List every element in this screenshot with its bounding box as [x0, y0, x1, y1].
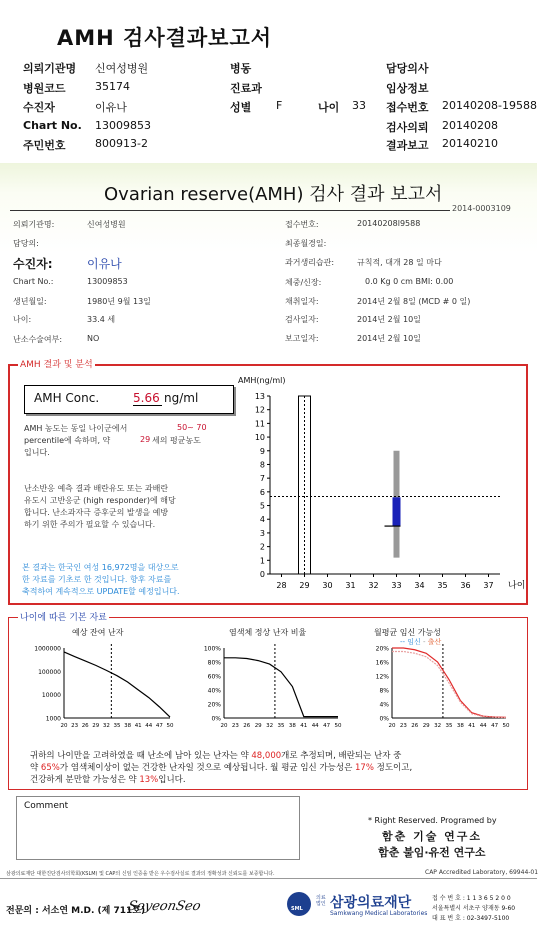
y-tick-label: 8: [259, 460, 265, 470]
summary-eggs: 48,000: [251, 751, 282, 761]
y-tick-label: 10: [254, 433, 265, 443]
mini-x-tick-label: 41: [134, 723, 142, 729]
legend-pregnancy: 임신: [407, 638, 421, 646]
summary-t7: 입니다.: [158, 775, 186, 785]
label-doctor: 담당의사: [386, 62, 429, 75]
summary-t5: 정도이고,: [376, 763, 413, 773]
mini-x-tick-label: 44: [311, 723, 319, 729]
mini-x-tick-label: 44: [479, 723, 487, 729]
mini-series-line: [64, 652, 170, 717]
label-patient-2: 수진자:: [13, 257, 53, 271]
mini-chart-normal-ratio: [188, 640, 348, 740]
y-tick-label: 5: [259, 501, 265, 511]
mini-x-tick-label: 50: [166, 723, 174, 729]
label-receipt-no-2: 접수번호:: [285, 220, 319, 229]
mini-x-tick-label: 26: [81, 723, 89, 729]
mini-chart-eggs: [20, 640, 180, 740]
mini-x-tick-label: 20: [388, 723, 396, 729]
y-tick-label: 2: [259, 542, 265, 552]
mini-y-tick-label: 20%: [375, 645, 389, 653]
amh-p1-age: 29: [140, 435, 151, 444]
signature: SoyeonSeo: [126, 899, 203, 914]
org-name-2: 함춘 불임·유전 연구소: [378, 846, 486, 859]
mini-x-tick-label: 50: [334, 723, 342, 729]
x-tick-label: 35: [437, 581, 448, 590]
value-patient: 이유나: [95, 101, 127, 114]
x-tick-label: 37: [483, 581, 494, 590]
value-chart-no: 13009853: [95, 119, 151, 132]
age-section-title: 나이에 따른 기본 자료: [18, 610, 109, 623]
mini-y-tick-label: 60%: [207, 673, 221, 681]
y-tick-label: 11: [254, 419, 265, 429]
mini-x-tick-label: 32: [266, 723, 274, 729]
label-age: 나이: [318, 101, 340, 114]
mini-y-tick-label: 100%: [203, 645, 221, 653]
mini-x-tick-label: 32: [102, 723, 110, 729]
value-weight-height: 0.0 Kg 0 cm BMI: 0.00: [365, 277, 454, 286]
label-collect-date: 채취일자:: [285, 297, 319, 306]
mini-x-tick-label: 41: [468, 723, 476, 729]
label-receipt-no: 접수번호: [386, 101, 429, 114]
cap-text: CAP Accredited Laboratory, 69944-01: [425, 869, 538, 876]
mini-y-tick-label: 80%: [207, 659, 221, 667]
mini-x-tick-label: 23: [231, 723, 239, 729]
summary-t1: 귀하의 나이만을 고려하였을 때 난소에 남아 있는 난자는 약: [30, 751, 249, 761]
mini-x-tick-label: 23: [71, 723, 79, 729]
label-institution: 의뢰기관명: [23, 62, 77, 75]
y-tick-label: 0: [259, 570, 265, 579]
value-test-date: 2014년 2월 10일: [357, 315, 421, 324]
x-tick-label: 34: [414, 581, 425, 590]
value-report-date: 20140210: [442, 137, 498, 150]
title-rule: [10, 210, 450, 211]
x-tick-label: 31: [345, 581, 356, 590]
summary-line2: [30, 762, 412, 774]
amh-p2-line4: 하기 위한 주의가 필요할 수 있습니다.: [24, 520, 156, 529]
org-name-1: 함춘 기술 연구소: [382, 830, 483, 843]
amh-conc-label: AMH Conc.: [34, 391, 100, 405]
x-tick-label: 29: [299, 581, 310, 590]
label-request-date: 검사의뢰: [386, 121, 429, 134]
label-last-period: 최종월경일:: [285, 239, 327, 248]
y-tick-label: 6: [259, 487, 265, 497]
mini-x-tick-label: 38: [124, 723, 132, 729]
label-patient: 수진자: [23, 101, 55, 114]
amh-age-chart: [232, 384, 526, 604]
mini-y-tick-label: 10000: [41, 692, 61, 700]
mini-y-tick-label: 40%: [207, 687, 221, 695]
legend-line-icon: --: [400, 638, 408, 646]
mini-x-tick-label: 23: [399, 723, 407, 729]
summary-t2: 개로 추정되며, 배란되는 난자 중: [281, 751, 402, 761]
mini-chart-2-title: 염색체 정상 난자 비율: [229, 628, 307, 637]
mini-x-tick-label: 26: [411, 723, 419, 729]
label-clinical-info: 임상정보: [386, 82, 429, 95]
label-ovary-surgery: 난소수술여부:: [13, 335, 63, 344]
label-resident-no: 주민번호: [23, 139, 66, 152]
mini-y-tick-label: 100000: [38, 668, 61, 676]
mini-x-tick-label: 47: [155, 723, 163, 729]
label-department: 진료과: [230, 82, 262, 95]
label-test-date: 검사일자:: [285, 315, 319, 324]
mini-chart-1-title: 예상 잔여 난자: [72, 628, 124, 637]
comment-label: Comment: [24, 801, 69, 811]
value-report-date-2: 2014년 2월 10일: [357, 334, 421, 343]
amh-p2-line1: 난소반응 예측 결과 배란유도 또는 과배란: [24, 484, 169, 493]
mini-y-tick-label: 12%: [375, 673, 389, 681]
mini-x-tick-label: 50: [502, 723, 510, 729]
label-hospital-code: 병원코드: [23, 82, 66, 95]
mini-x-tick-label: 38: [456, 723, 464, 729]
mini-x-tick-label: 35: [113, 723, 121, 729]
contact-line-1: 접 수 번 호 : 1 1 3 6 5 2 0 0: [432, 895, 511, 902]
x-tick-label: 33: [391, 581, 402, 590]
value-institution-2: 신여성병원: [87, 220, 126, 229]
x-tick-label: 30: [322, 581, 333, 590]
mini-y-tick-label: 4%: [379, 701, 389, 709]
mini-x-tick-label: 38: [288, 723, 296, 729]
summary-preg: 17%: [355, 763, 374, 773]
foundation-logo-text: SML: [291, 906, 303, 912]
y-tick-label: 7: [259, 474, 265, 484]
amh-p1c: 세의 평균농도: [152, 436, 201, 445]
mini-x-tick-label: 26: [243, 723, 251, 729]
report-title: Ovarian reserve(AMH) 검사 결과 보고서: [104, 184, 443, 205]
label-attending: 담당의:: [13, 239, 39, 248]
summary-line3: [30, 774, 412, 786]
value-age: 33: [352, 99, 366, 112]
mini-y-tick-label: 1000: [45, 715, 61, 723]
mini-x-tick-label: 47: [491, 723, 499, 729]
foundation-en: Samkwang Medical Laboratories: [330, 910, 428, 917]
mini-y-tick-label: 8%: [379, 687, 389, 695]
value-collect-date: 2014년 2월 8일 (MCD # 0 일): [357, 297, 471, 306]
value-age-2: 33.4 세: [87, 315, 116, 324]
value-birthdate: 1980년 9월 13일: [87, 297, 151, 306]
amh-chart-ylabel: AMH(ng/ml): [238, 376, 286, 385]
summary-pct: 65%: [40, 763, 60, 773]
mini-x-tick-label: 20: [220, 723, 228, 729]
mini-y-tick-label: 0%: [211, 715, 221, 723]
x-tick-label: 28: [276, 581, 287, 590]
summary-t4: 가 염색체이상이 없는 건강한 난자일 것으로 예상됩니다. 월 평균 임신 가능성은: [59, 763, 353, 773]
y-tick-label: 3: [259, 528, 265, 538]
label-weight-height: 체중/신장:: [285, 278, 322, 287]
summary-t3: 약: [30, 763, 39, 773]
amh-p3-line3: 축적하여 계속적으로 UPDATE할 예정입니다.: [22, 587, 180, 596]
x-axis-label: 나이: [508, 581, 526, 591]
mini-x-tick-label: 29: [422, 723, 430, 729]
y-tick-label: 13: [254, 392, 265, 401]
x-tick-label: 32: [368, 581, 379, 590]
label-institution-2: 의뢰기관명:: [13, 220, 55, 229]
label-sex: 성별: [230, 101, 252, 114]
label-cycle-habit: 과거생리습관:: [285, 258, 335, 267]
mini-chart-pregnancy: [356, 640, 516, 740]
y-tick-label: 12: [254, 405, 265, 415]
mini-y-tick-label: 1000000: [34, 645, 61, 653]
value-hospital-code: 35174: [95, 80, 130, 93]
amh-p1-range: 50~ 70: [177, 423, 207, 432]
mini-x-tick-label: 35: [445, 723, 453, 729]
y-tick-label: 9: [259, 446, 265, 456]
mini-x-tick-label: 32: [434, 723, 442, 729]
value-cycle-habit: 규칙적, 대개 28 일 마다: [357, 258, 442, 267]
summary-line1: [30, 750, 412, 762]
foundation-small: 의료법인: [316, 895, 326, 907]
summary-t6: 건강하게 분만할 가능성은 약: [30, 775, 137, 785]
label-report-date-2: 보고일자:: [285, 334, 319, 343]
mini-x-tick-label: 44: [145, 723, 153, 729]
legend-dash: -: [420, 638, 428, 646]
mini-y-tick-label: 0%: [379, 715, 389, 723]
amh-p3-line1: 본 결과는 한국인 여성 16,972명을 대상으로: [22, 563, 179, 572]
contact-line-3: 대 표 번 호 : 02-3497-5100: [432, 915, 510, 922]
x-tick-label: 36: [460, 581, 471, 590]
value-receipt-no: 20140208-19588: [442, 99, 537, 112]
amh-conc-value: 5.66: [133, 391, 160, 405]
box-iqr: [393, 497, 401, 526]
label-age-2: 나이:: [13, 315, 32, 324]
cert-text: 삼광의료재단 대한진단검사의학회(KSLM) 및 CAP의 신임 인증을 받은 우수검사실로 결과의 정확성과 신뢰도를 보증합니다.: [6, 871, 275, 877]
amh-p2-line3: 합니다. 난소과자극 증후군의 발생을 예방: [24, 508, 169, 517]
label-chart-no: Chart No.: [23, 119, 82, 132]
mini-x-tick-label: 29: [92, 723, 100, 729]
amh-p2-line2: 유도시 고반응군 (high responder)에 해당: [24, 496, 176, 505]
mini-x-tick-label: 29: [254, 723, 262, 729]
mini-y-tick-label: 20%: [207, 701, 221, 709]
age-summary: [30, 750, 412, 786]
amh-p3-line2: 한 자료를 기초로 한 것입니다. 향후 자료를: [22, 575, 172, 584]
page-title: AMH 검사결과보고서: [57, 26, 273, 50]
mini-x-tick-label: 41: [300, 723, 308, 729]
label-birthdate: 생년월일:: [13, 297, 47, 306]
y-tick-label: 4: [259, 515, 265, 525]
foundation-name: 삼광의료재단: [330, 895, 412, 911]
value-institution: 신여성병원: [95, 62, 149, 75]
mini-x-tick-label: 35: [277, 723, 285, 729]
mini-series-line: [392, 652, 506, 718]
specialist-label: 전문의 : 서소연 M.D. (제 711호): [6, 906, 146, 916]
summary-birth: 13%: [139, 775, 159, 785]
label-report-date: 결과보고: [386, 139, 429, 152]
y-tick-label: 1: [259, 556, 265, 566]
mini-x-tick-label: 20: [60, 723, 68, 729]
label-ward: 병동: [230, 62, 252, 75]
footer-rule: [0, 878, 537, 879]
contact-line-2: 서울특별시 서초구 양재동 9-60: [432, 905, 516, 912]
amh-p1d: 입니다.: [24, 448, 50, 457]
value-receipt-no-2: 20140208l9588: [357, 219, 421, 228]
foundation-logo: [287, 892, 311, 916]
mini-x-tick-label: 47: [323, 723, 331, 729]
amh-section-title: AMH 결과 및 분석: [18, 357, 95, 370]
amh-p1a: AMH 농도는 동일 나이군에서: [24, 424, 128, 433]
label-chart-no-2: Chart No.:: [13, 277, 54, 286]
value-patient-2: 이유나: [87, 257, 122, 271]
amh-conc-unit: ng/ml: [164, 391, 199, 405]
legend-birth: 출산: [427, 638, 442, 646]
amh-p1b: percentile에 속하며, 약: [24, 436, 111, 445]
mini-y-tick-label: 16%: [375, 659, 389, 667]
mini-series-line: [224, 658, 338, 717]
value-ovary-surgery: NO: [87, 334, 100, 343]
value-sex: F: [276, 99, 283, 112]
value-request-date: 20140208: [442, 119, 498, 132]
rights-text: * Right Reserved. Programed by: [368, 816, 497, 825]
mini-chart-3-title: 월평균 임신 가능성: [374, 628, 441, 637]
value-resident-no: 800913-2: [95, 137, 148, 150]
value-chart-no-2: 13009853: [87, 277, 128, 286]
report-doc-number: 2014-0003109: [452, 204, 511, 213]
